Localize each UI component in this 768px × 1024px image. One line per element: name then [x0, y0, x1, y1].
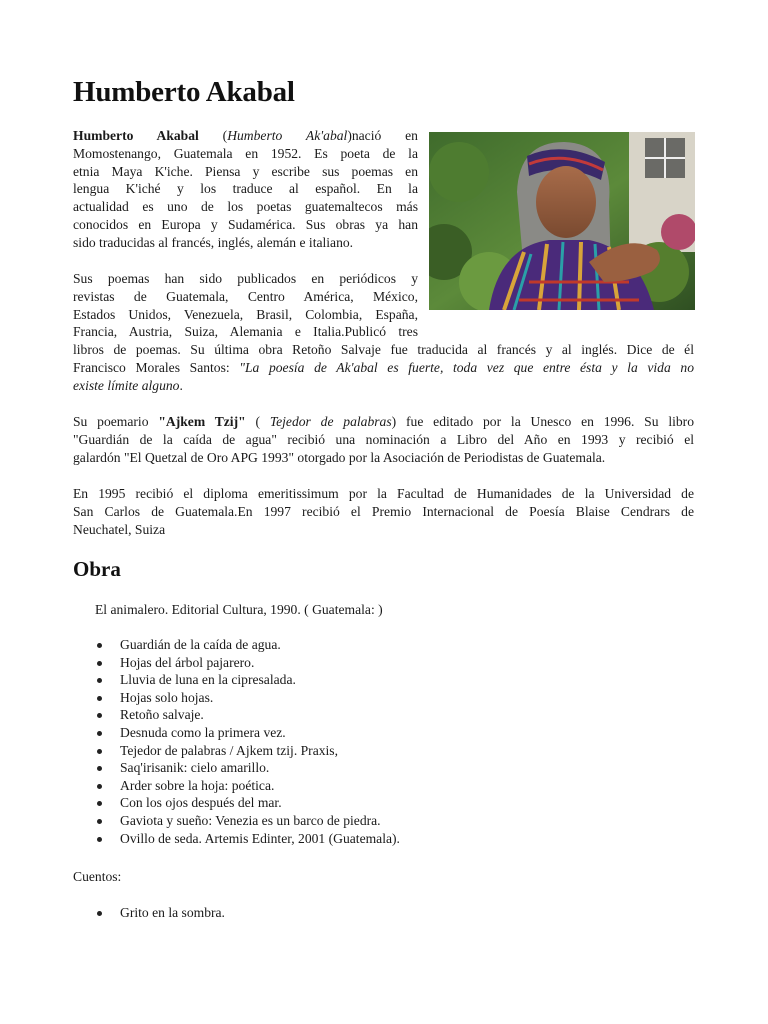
ajkem-tzij-bold: "Ajkem Tzij" — [158, 414, 246, 429]
intro-line-4: lengua K'iché y los traduce al español. En la — [73, 181, 418, 197]
para2-line-4: Francia, Austria, Suiza, Alemania e Italia.Publicó tres — [73, 324, 418, 340]
list-item: Hojas del árbol pajarero. — [95, 654, 400, 672]
list-item: Saq'irisanik: cielo amarillo. — [95, 759, 400, 777]
cuentos-label: Cuentos: — [73, 869, 122, 884]
para2-line-5: libros de poemas. Su última obra Retoño Salvaje fue traducida al francés y al inglés. Dice de él — [73, 342, 694, 357]
section-heading-obra: Obra — [73, 557, 121, 581]
para4-line-1: En 1995 recibió el diploma emeritissimum por la Facultad de Humanidades de la Universidad de — [73, 486, 694, 501]
para3-line-1 — [73, 413, 694, 431]
intro-line-6: conocidos en Europa y Sudamérica. Sus obras ya han — [73, 216, 418, 232]
list-item: Hojas solo hojas. — [95, 689, 400, 707]
para2-line-7 — [73, 377, 694, 395]
list-item: Gaviota y sueño: Venezia es un barco de piedra. — [95, 812, 400, 830]
para3-line-2: "Guardián de la caída de agua" recibió una nominación a Libro del Año en 1993 y recibió el — [73, 431, 694, 447]
para2-line-3: Estados Unidos, Venezuela, Brasil, Colombia, España, — [73, 306, 418, 322]
para3-line-3: galardón "El Quetzal de Oro APG 1993" otorgado por la Asociación de Periodistas de Guatemala. — [73, 449, 606, 465]
page-title: Humberto Akabal — [73, 76, 295, 108]
author-photo — [429, 132, 695, 310]
list-item: Grito en la sombra. — [95, 904, 225, 922]
para2-line-7-end: . — [179, 377, 183, 393]
author-name-bold: Humberto Akabal — [73, 128, 199, 143]
awards-paragraph — [73, 485, 694, 538]
list-item: Con los ojos después del mar. — [95, 794, 400, 812]
intro-paren: ( — [198, 128, 228, 143]
intro-line-1-rest: )nació en — [347, 128, 418, 143]
quote-italic-end: existe límite alguno — [73, 377, 180, 393]
list-item: Retoño salvaje. — [95, 706, 400, 724]
para3-l1b: ( — [245, 414, 270, 429]
para2-line-6 — [73, 359, 694, 377]
intro-line-3: etnia Maya K'iche. Piensa y escribe sus poemas en — [73, 163, 418, 179]
tejedor-italic: Tejedor de palabras — [269, 414, 392, 429]
animalero-line: El animalero. Editorial Cultura, 1990. ( Guatemala: ) — [95, 602, 383, 617]
publications-paragraph-top — [73, 270, 418, 341]
list-item: Lluvia de luna en la cipresalada. — [95, 671, 400, 689]
ajkem-tzij-paragraph — [73, 413, 694, 466]
publications-paragraph-bottom — [73, 341, 694, 394]
para3-l1c: ) fue editado por la Unesco en 1996. Su libro — [391, 414, 694, 429]
author-name-italic: Humberto Ak'abal — [227, 128, 348, 143]
list-item: Desnuda como la primera vez. — [95, 724, 400, 742]
para2-line-2: revistas de Guatemala, Centro América, México, — [73, 288, 418, 304]
para4-line-3: Neuchatel, Suiza — [73, 521, 166, 537]
list-item: Tejedor de palabras / Ajkem tzij. Praxis, — [95, 742, 400, 760]
intro-line-2: Momostenango, Guatemala en 1952. Es poeta de la — [73, 145, 418, 161]
para3-l1a: Su poemario — [73, 414, 159, 429]
intro-line-7: sido traducidas al francés, inglés, alemán e italiano. — [73, 234, 354, 250]
works-list — [95, 636, 400, 847]
list-item: Arder sobre la hoja: poética. — [95, 777, 400, 795]
intro-line-1 — [73, 127, 418, 145]
list-item: Guardián de la caída de agua. — [95, 636, 400, 654]
quote-italic: "La poesía de Ak'abal es fuerte, toda vez que entre ésta y la vida no — [239, 359, 694, 375]
intro-line-5: actualidad es uno de los poetas guatemaltecos más — [73, 199, 418, 215]
intro-paragraph — [73, 127, 418, 252]
stories-list — [95, 904, 225, 922]
para2-line-1: Sus poemas han sido publicados en periódicos y — [73, 271, 418, 286]
list-item: Ovillo de seda. Artemis Edinter, 2001 (Guatemala). — [95, 830, 400, 848]
para2-line-6-plain: Francisco Morales Santos: — [73, 359, 240, 375]
para4-line-2: San Carlos de Guatemala.En 1997 recibió el Premio Internacional de Poesía Blaise Cendrars de — [73, 503, 694, 519]
